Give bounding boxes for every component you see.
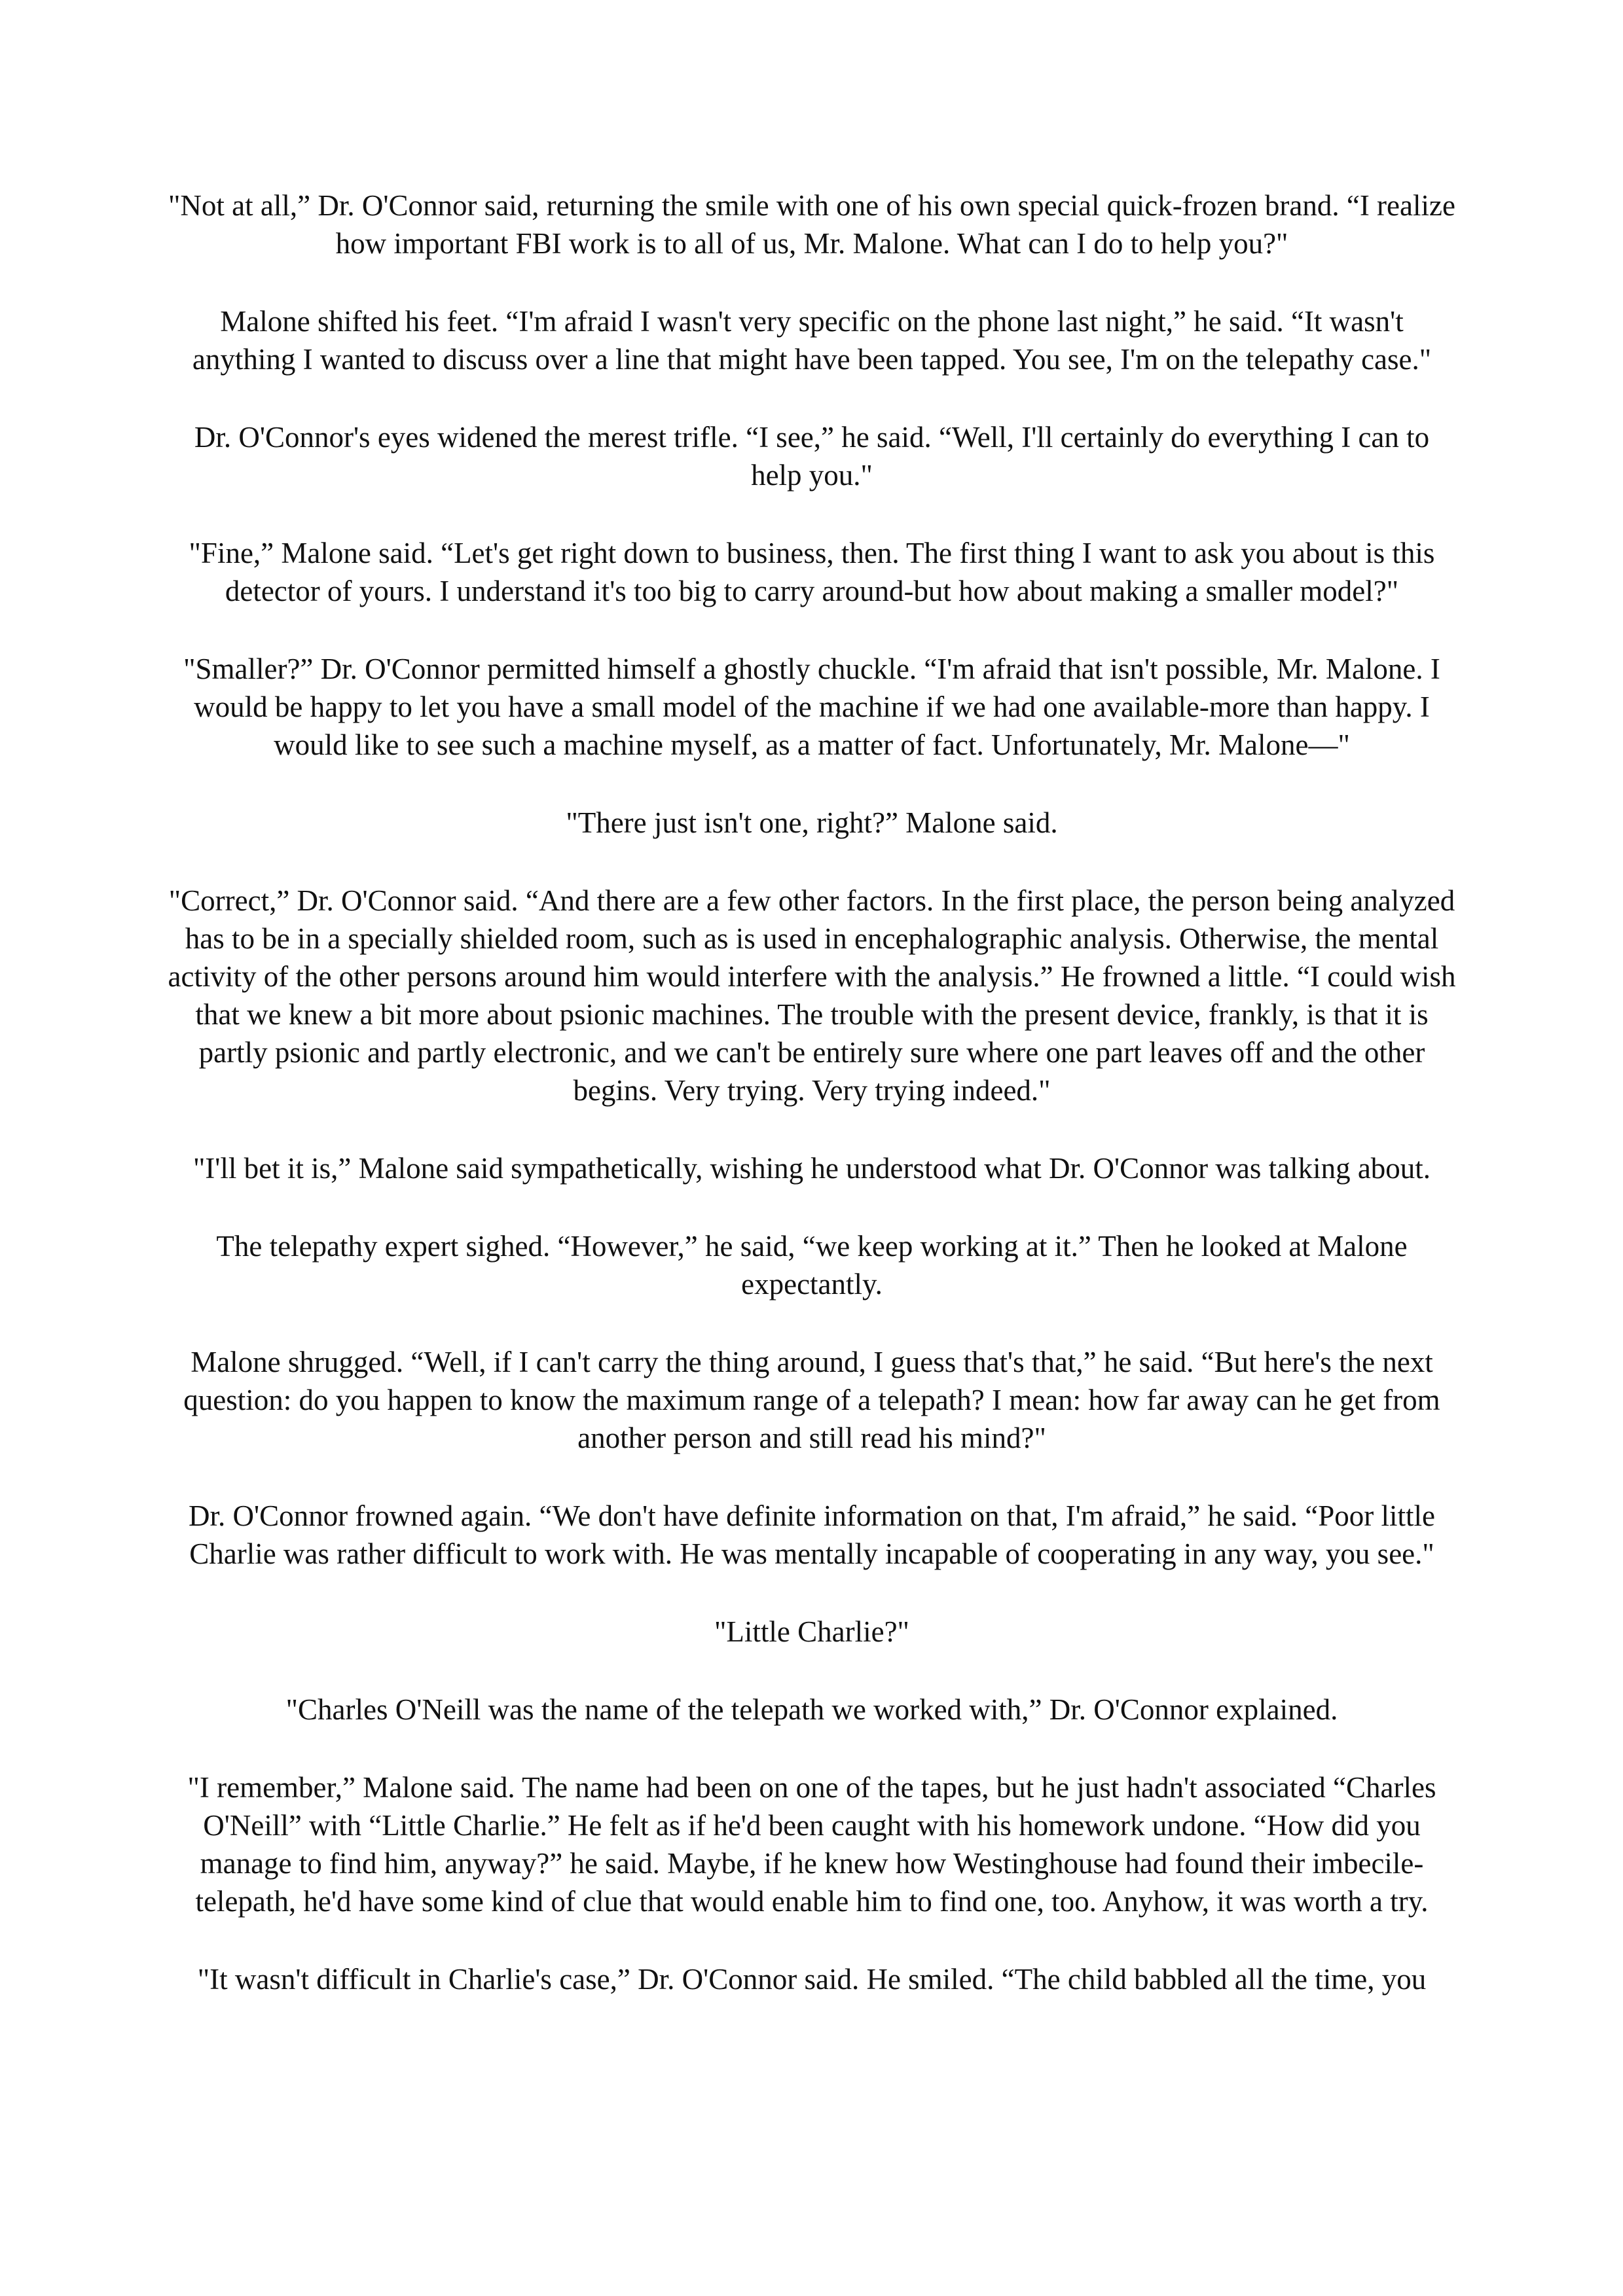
paragraph: "There just isn't one, right?” Malone said. [566, 806, 1058, 839]
paragraph: "Charles O'Neill was the name of the telepath we worked with,” Dr. O'Connor explained. [285, 1693, 1338, 1726]
paragraph: "Smaller?” Dr. O'Connor permitted himself a ghostly chuckle. “I'm afraid that isn't possible, Mr. Malone. I would be happy to let you have a small model of the machine if we had one available-more than happy. I would like to see such a machine myself, as a matter of fact. Unfortunately, Mr. Malone—" [183, 653, 1440, 761]
paragraph: "I'll bet it is,” Malone said sympathetically, wishing he understood what Dr. O'Connor was talking about. [192, 1152, 1431, 1185]
paragraph: Dr. O'Connor frowned again. “We don't have definite information on that, I'm afraid,” he said. “Poor little Charlie was rather difficult to work with. He was mentally incapable of cooperating in any way, you see." [189, 1499, 1435, 1570]
paragraph: Malone shifted his feet. “I'm afraid I wasn't very specific on the phone last night,” he said. “It wasn't anything I wanted to discuss over a line that might have been tapped. You see, I'm on the telepathy case." [192, 305, 1432, 376]
body-text [167, 187, 1457, 2038]
paragraph: "Correct,” Dr. O'Connor said. “And there are a few other factors. In the first place, the person being analyzed has to be in a specially shielded room, such as is used in encephalographic analysis. Otherwise, the mental activity of the other persons around him would interfere with the analysis.” He frowned a little. “I could wish that we knew a bit more about psionic machines. The trouble with the present device, frankly, is that it is partly psionic and partly electronic, and we can't be entirely sure where one part leaves off and the other begins. Very trying. Very trying indeed." [168, 884, 1456, 1107]
paragraph: "Not at all,” Dr. O'Connor said, returning the smile with one of his own special quick-frozen brand. “I realize how important FBI work is to all of us, Mr. Malone. What can I do to help you?" [168, 189, 1455, 260]
paragraph: "Fine,” Malone said. “Let's get right down to business, then. The first thing I want to ask you about is this detector of yours. I understand it's too big to carry around-but how about making a smaller model?" [189, 537, 1435, 607]
paragraph: "I remember,” Malone said. The name had been on one of the tapes, but he just hadn't associated “Charles O'Neill” with “Little Charlie.” He felt as if he'd been caught with his homework undone. “How did you manage to find him, anyway?” he said. Maybe, if he knew how Westinghouse had found their imbecile-telepath, he'd have some kind of clue that would enable him to find one, too. Anyhow, it was worth a try. [187, 1771, 1436, 1918]
paragraph: Malone shrugged. “Well, if I can't carry the thing around, I guess that's that,” he said. “But here's the next question: do you happen to know the maximum range of a telepath? I mean: how far away can he get from another person and still read his mind?" [183, 1346, 1440, 1454]
paragraph: Dr. O'Connor's eyes widened the merest trifle. “I see,” he said. “Well, I'll certainly do everything I can to help you." [194, 421, 1430, 492]
paragraph: The telepathy expert sighed. “However,” he said, “we keep working at it.” Then he looked at Malone expectantly. [216, 1230, 1408, 1300]
paragraph: "It wasn't difficult in Charlie's case,” Dr. O'Connor said. He smiled. “The child babbled all the time, you [197, 1963, 1427, 1996]
paragraph: "Little Charlie?" [714, 1615, 909, 1648]
